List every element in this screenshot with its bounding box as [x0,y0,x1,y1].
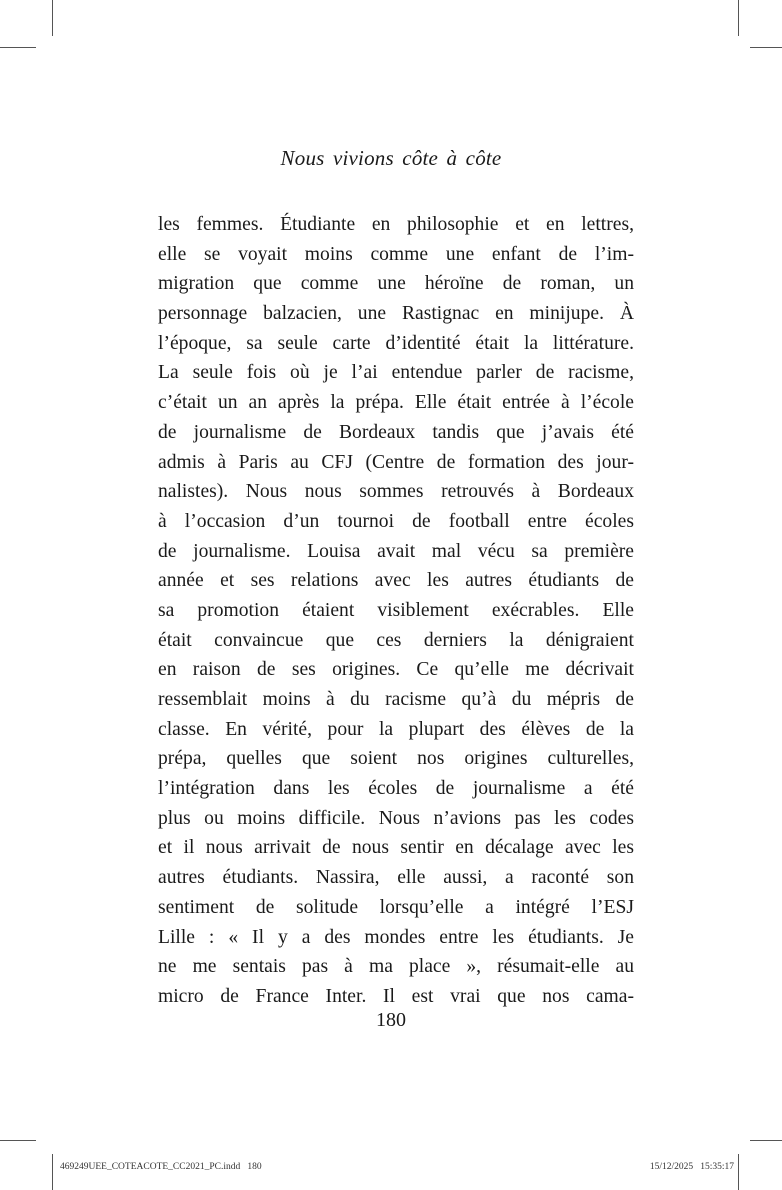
text-line: autres étudiants. Nassira, elle aussi, a raconté son [158,867,634,889]
crop-mark-bottom-right [738,1154,739,1190]
text-line: personnage balzacien, une Rastignac en minijupe. À [158,303,634,325]
page-number: 180 [376,1009,406,1031]
text-line: admis à Paris au CFJ (Centre de formation des jour- [158,451,634,473]
text-line: de journalisme de Bordeaux tandis que j’avais été [158,421,634,443]
text-line: elle se voyait moins comme une enfant de l’im- [158,243,634,265]
text-line: l’intégration dans les écoles de journalisme a été [158,778,634,800]
running-head: Nous vivions côte à côte [280,146,502,170]
crop-mark-bottom-left [52,1154,53,1190]
text-line: prépa, quelles que soient nos origines culturelles, [158,748,634,770]
crop-mark-bottom-right-horizontal [750,1140,782,1141]
text-line: l’époque, sa seule carte d’identité était la littérature. [158,332,634,354]
slug-filename: 469249UEE_COTEACOTE_CC2021_PC.indd 180 [60,1162,262,1172]
text-line: sa promotion étaient visiblement exécrables. Elle [158,599,634,621]
text-line: en raison de ses origines. Ce qu’elle me décrivait [158,659,634,681]
slug-datetime: 15/12/2025 15:35:17 [649,1162,734,1172]
text-line: La seule fois où je l’ai entendue parler de racisme, [158,362,634,384]
crop-mark-top-right-horizontal [750,47,782,48]
text-line: Lille : « Il y a des mondes entre les étudiants. Je [158,926,634,948]
text-line: ne me sentais pas à ma place », résumait-elle au [158,956,634,978]
crop-mark-bottom-left-horizontal [0,1140,36,1141]
text-line: classe. En vérité, pour la plupart des élèves de la [158,718,634,740]
text-line: était convaincue que ces derniers la dénigraient [158,629,634,651]
text-line: nalistes). Nous nous sommes retrouvés à Bordeaux [158,481,634,503]
text-line: ressemblait moins à du racisme qu’à du mépris de [158,689,634,710]
text-line: micro de France Inter. Il est vrai que nos cama- [158,985,634,1007]
text-line: c’était un an après la prépa. Elle était entrée à l’école [158,392,634,414]
text-line: sentiment de solitude lorsqu’elle a intégré l’ESJ [158,896,634,918]
crop-mark-top-left [52,0,53,36]
text-line: migration que comme une héroïne de roman, un [158,273,634,295]
body-text [158,210,634,1012]
text-line: et il nous arrivait de nous sentir en décalage avec les [158,837,634,859]
text-line: année et ses relations avec les autres étudiants de [158,570,634,592]
text-line: de journalisme. Louisa avait mal vécu sa première [158,540,634,562]
text-line: plus ou moins difficile. Nous n’avions pas les codes [158,807,634,829]
text-line: à l’occasion d’un tournoi de football entre écoles [158,510,634,532]
text-line: les femmes. Étudiante en philosophie et en lettres, [158,214,634,235]
crop-mark-top-left-horizontal [0,47,36,48]
crop-mark-top-right [738,0,739,36]
